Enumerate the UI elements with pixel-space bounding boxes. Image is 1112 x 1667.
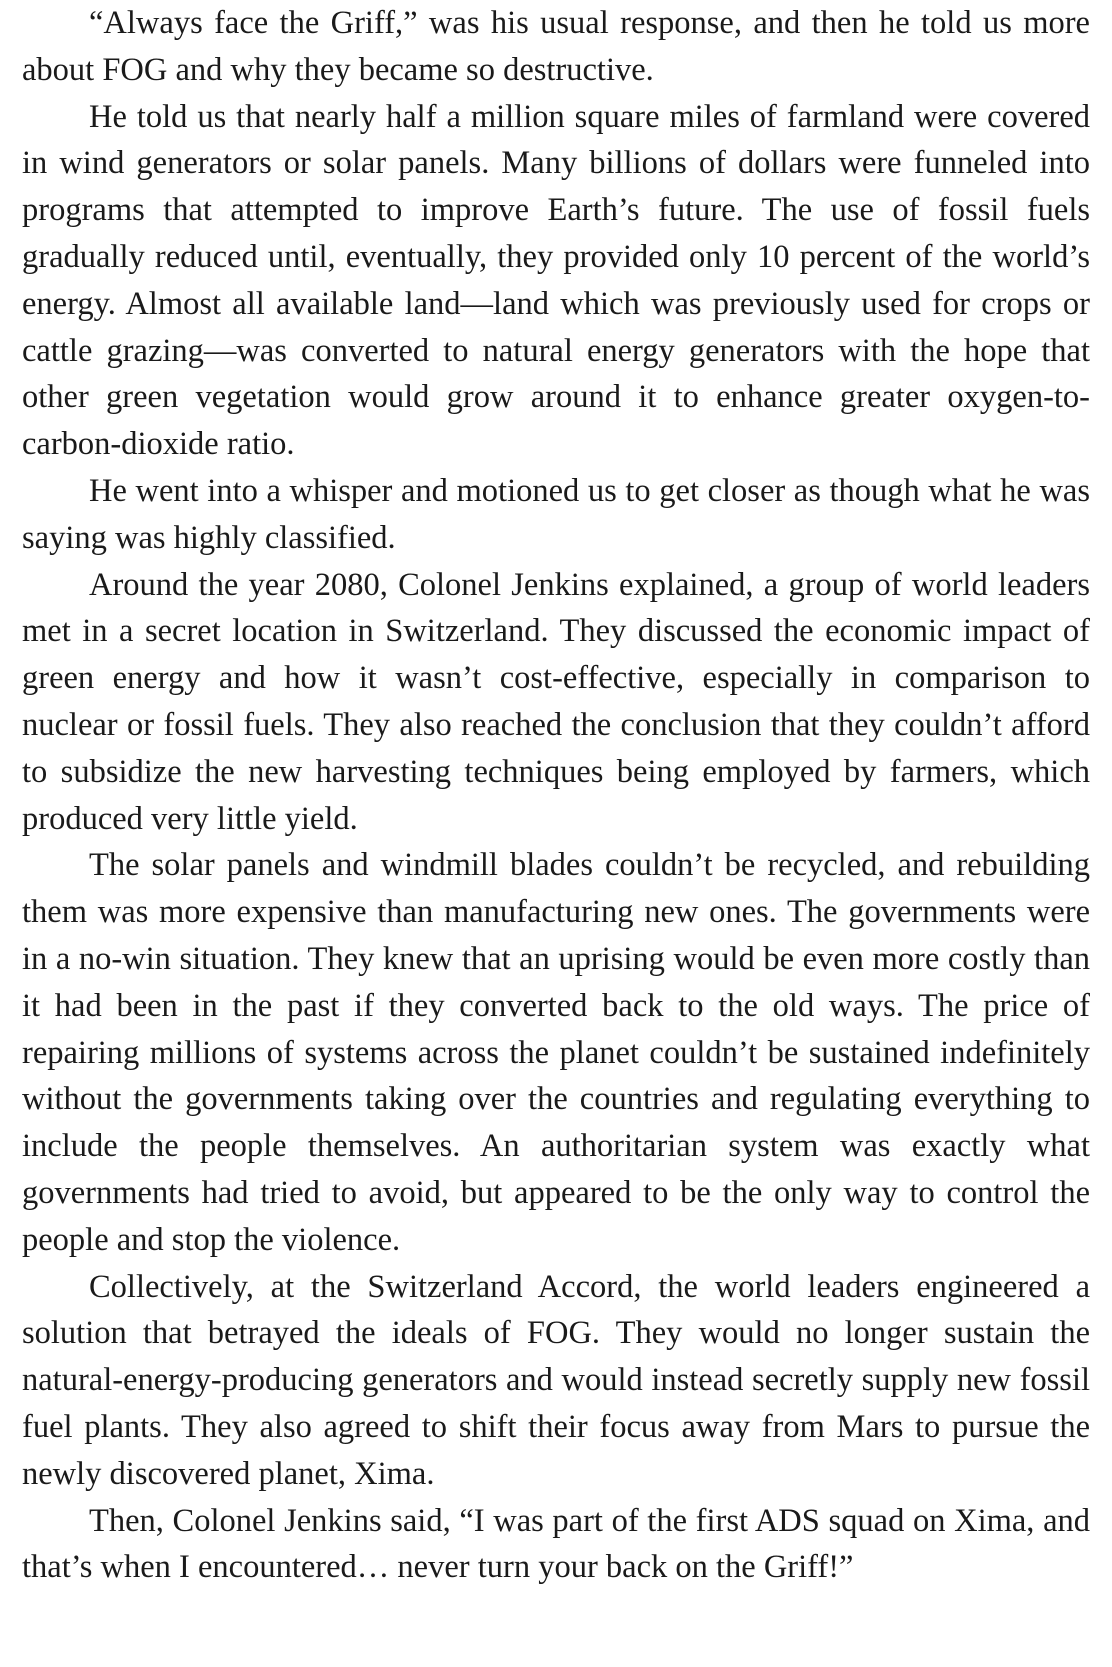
paragraph-3: He went into a whisper and motioned us to get closer as though what he was saying was highly classified. — [22, 472, 1090, 556]
paragraph-5: The solar panels and windmill blades couldn’t be recycled, and rebuilding them was more expensive than manufacturing new ones. The governments were in a no-win situation. They knew that an uprising would be even more costly than it had been in the past if they converted back to the old ways. The price of repairing millions of systems across the planet couldn’t be sustained indefinitely without the governments taking over the countries and regulating everything to include the people themselves. An authoritarian system was exactly what governments had tried to avoid, but appeared to be the only way to control the people and stop the violence. — [22, 847, 1090, 1258]
paragraph-4: Around the year 2080, Colonel Jenkins explained, a group of world leaders met in a secret location in Switzerland. They discussed the economic impact of green energy and how it wasn’t cost-effective, especially in comparison to nuclear or fossil fuels. They also reached the conclusion that they couldn’t afford to subsidize the new harvesting techniques being employed by farmers, which produced very little yield. — [22, 566, 1090, 837]
paragraph-1: “Always face the Griff,” was his usual response, and then he told us more about FOG and why they became so destructive. — [22, 5, 1090, 88]
book-page — [22, 0, 1090, 1591]
paragraph-6: Collectively, at the Switzerland Accord, the world leaders engineered a solution that betrayed the ideals of FOG. They would no longer sustain the natural-energy-producing generators and would instead secretly supply new fossil fuel plants. They also agreed to shift their focus away from Mars to pursue the newly discovered planet, Xima. — [22, 1268, 1090, 1492]
paragraph-2: He told us that nearly half a million square miles of farmland were covered in wind generators or solar panels. Many billions of dollars were funneled into programs that attempted to improve Earth’s future. The use of fossil fuels gradually reduced until, eventually, they provided only 10 percent of the world’s energy. Almost all available land—land which was previously used for crops or cattle grazing—was converted to natural energy generators with the hope that other green vegetation would grow around it to enhance greater oxygen-to-carbon-dioxide ratio. — [22, 98, 1090, 463]
paragraph-7: Then, Colonel Jenkins said, “I was part of the first ADS squad on Xima, and that’s when I encountered… never turn your back on the Griff!” — [22, 1502, 1090, 1586]
